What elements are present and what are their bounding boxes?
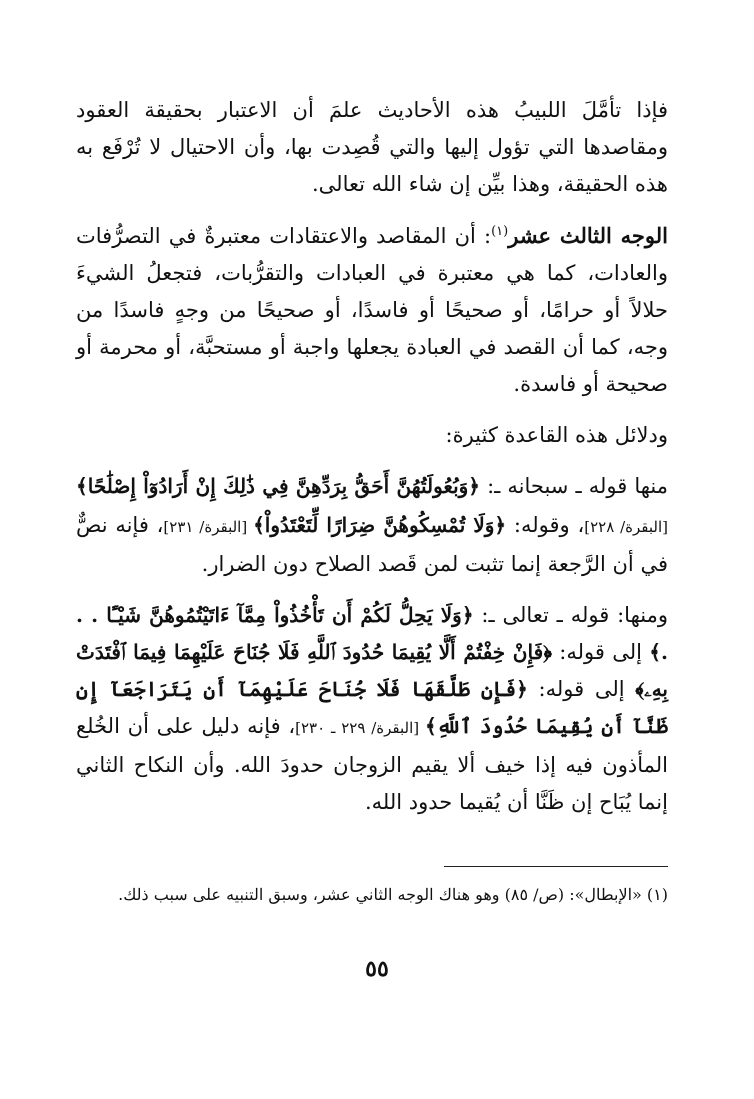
- paragraph-5-end: ، فإنه دليل على أن الخُلع المأذون فيه إذا خيف ألا يقيم الزوجان حدودَ الله. وأن النكاح الثاني إنما يُبَاح إن ظَنَّا أن يُقيما حدود الله.: [76, 714, 668, 814]
- page-number: ٥٥: [365, 956, 389, 982]
- paragraph-5-mid: إلى قوله:: [527, 677, 636, 701]
- footnote-reference: (١): [491, 224, 509, 239]
- quran-verse: ﴿وَلَا تُمْسِكُوهُنَّ ضِرَارًا لِّتَعْتَدُواْ﴾: [253, 513, 507, 537]
- verse-reference: [البقرة/ ٢٢٨]: [584, 518, 668, 536]
- paragraph-4-mid: ، وقوله:: [506, 513, 585, 537]
- paragraph-4-intro: منها قوله ـ سبحانه ـ:: [480, 474, 668, 498]
- paragraph-5: [76, 597, 668, 821]
- paragraph-3: [76, 417, 668, 454]
- paragraph-1-text: فإذا تأمَّلَ اللبيبُ هذه الأحاديث علمَ أن الاعتبار بحقيقة العقود ومقاصدها التي تؤول إليها والتي قُصِدت بها، وأن الاحتيال لا تُرْفَع به هذه الحقيقة، وهذا بيِّن إن شاء الله تعالى.: [76, 98, 668, 196]
- section-heading-inline: الوجه الثالث عشر: [508, 223, 668, 248]
- paragraph-2: [76, 217, 668, 403]
- footnote-text: «الإبطال»: (ص/ ٨٥) وهو هناك الوجه الثاني عشر، وسبق التنبيه على سبب ذلك.: [118, 885, 647, 904]
- quran-verse: ﴿فَإِن طَلَّقَهَا فَلَا جُنَاحَ عَلَيْهِمَآ أَن يَتَرَاجَعَآ إِن ظَنَّآ أَن يُقِيمَا حُدُودَ ٱللَّهِ﴾: [76, 677, 668, 738]
- verse-reference: [البقرة/ ٢٢٩ ـ ٢٣٠]: [295, 719, 425, 737]
- paragraph-4: [76, 468, 668, 583]
- paragraph-4-end: ، فإنه نصٌّ في أن الرَّجعة إنما تثبت لمن قَصد الصلاح دون الضرار.: [76, 513, 668, 576]
- verse-reference: [البقرة/ ٢٣١]: [163, 518, 254, 536]
- paragraph-1: [76, 92, 668, 203]
- quran-verse: ﴿فَإِنْ خِفْتُمْ أَلَّا يُقِيمَا حُدُودَ ٱللَّهِ فَلَا جُنَاحَ عَلَيْهِمَا فِيمَا ٱفْتَدَتْ بِهِۦ﴾: [76, 640, 668, 701]
- paragraph-2-text: : أن المقاصد والاعتقادات معتبرةٌ في التصرُّفات والعادات، كما هي معتبرة في العبادات والتقرُّبات، فتجعلُ الشيءَ حلالاً أو حرامًا، أو صحيحًا أو فاسدًا، أو صحيحًا من وجهٍ فاسدًا من وجه، كما أن القصد في العبادة يجعلها واجبة أو مستحبَّة، أو محرمة أو صحيحة أو فاسدة.: [76, 224, 668, 396]
- paragraph-5-mid: إلى قوله:: [551, 640, 650, 664]
- footnote-divider: [444, 866, 668, 867]
- paragraph-5-intro: ومنها: قوله ـ تعالى ـ:: [473, 603, 668, 627]
- footnote-number: (١): [646, 885, 668, 904]
- quran-verse: ﴿وَلَا يَحِلُّ لَكُمْ أَن تَأْخُذُواْ مِمَّآ ءَاتَيْتُمُوهُنَّ شَيْـًٔا . . .﴾: [76, 603, 668, 664]
- paragraph-3-text: ودلائل هذه القاعدة كثيرة:: [445, 423, 668, 447]
- quran-verse: ﴿وَبُعُولَتُهُنَّ أَحَقُّ بِرَدِّهِنَّ فِي ذَٰلِكَ إِنْ أَرَادُوٓاْ إِصْلَٰحًا﴾: [76, 474, 481, 498]
- footnote: [76, 880, 668, 910]
